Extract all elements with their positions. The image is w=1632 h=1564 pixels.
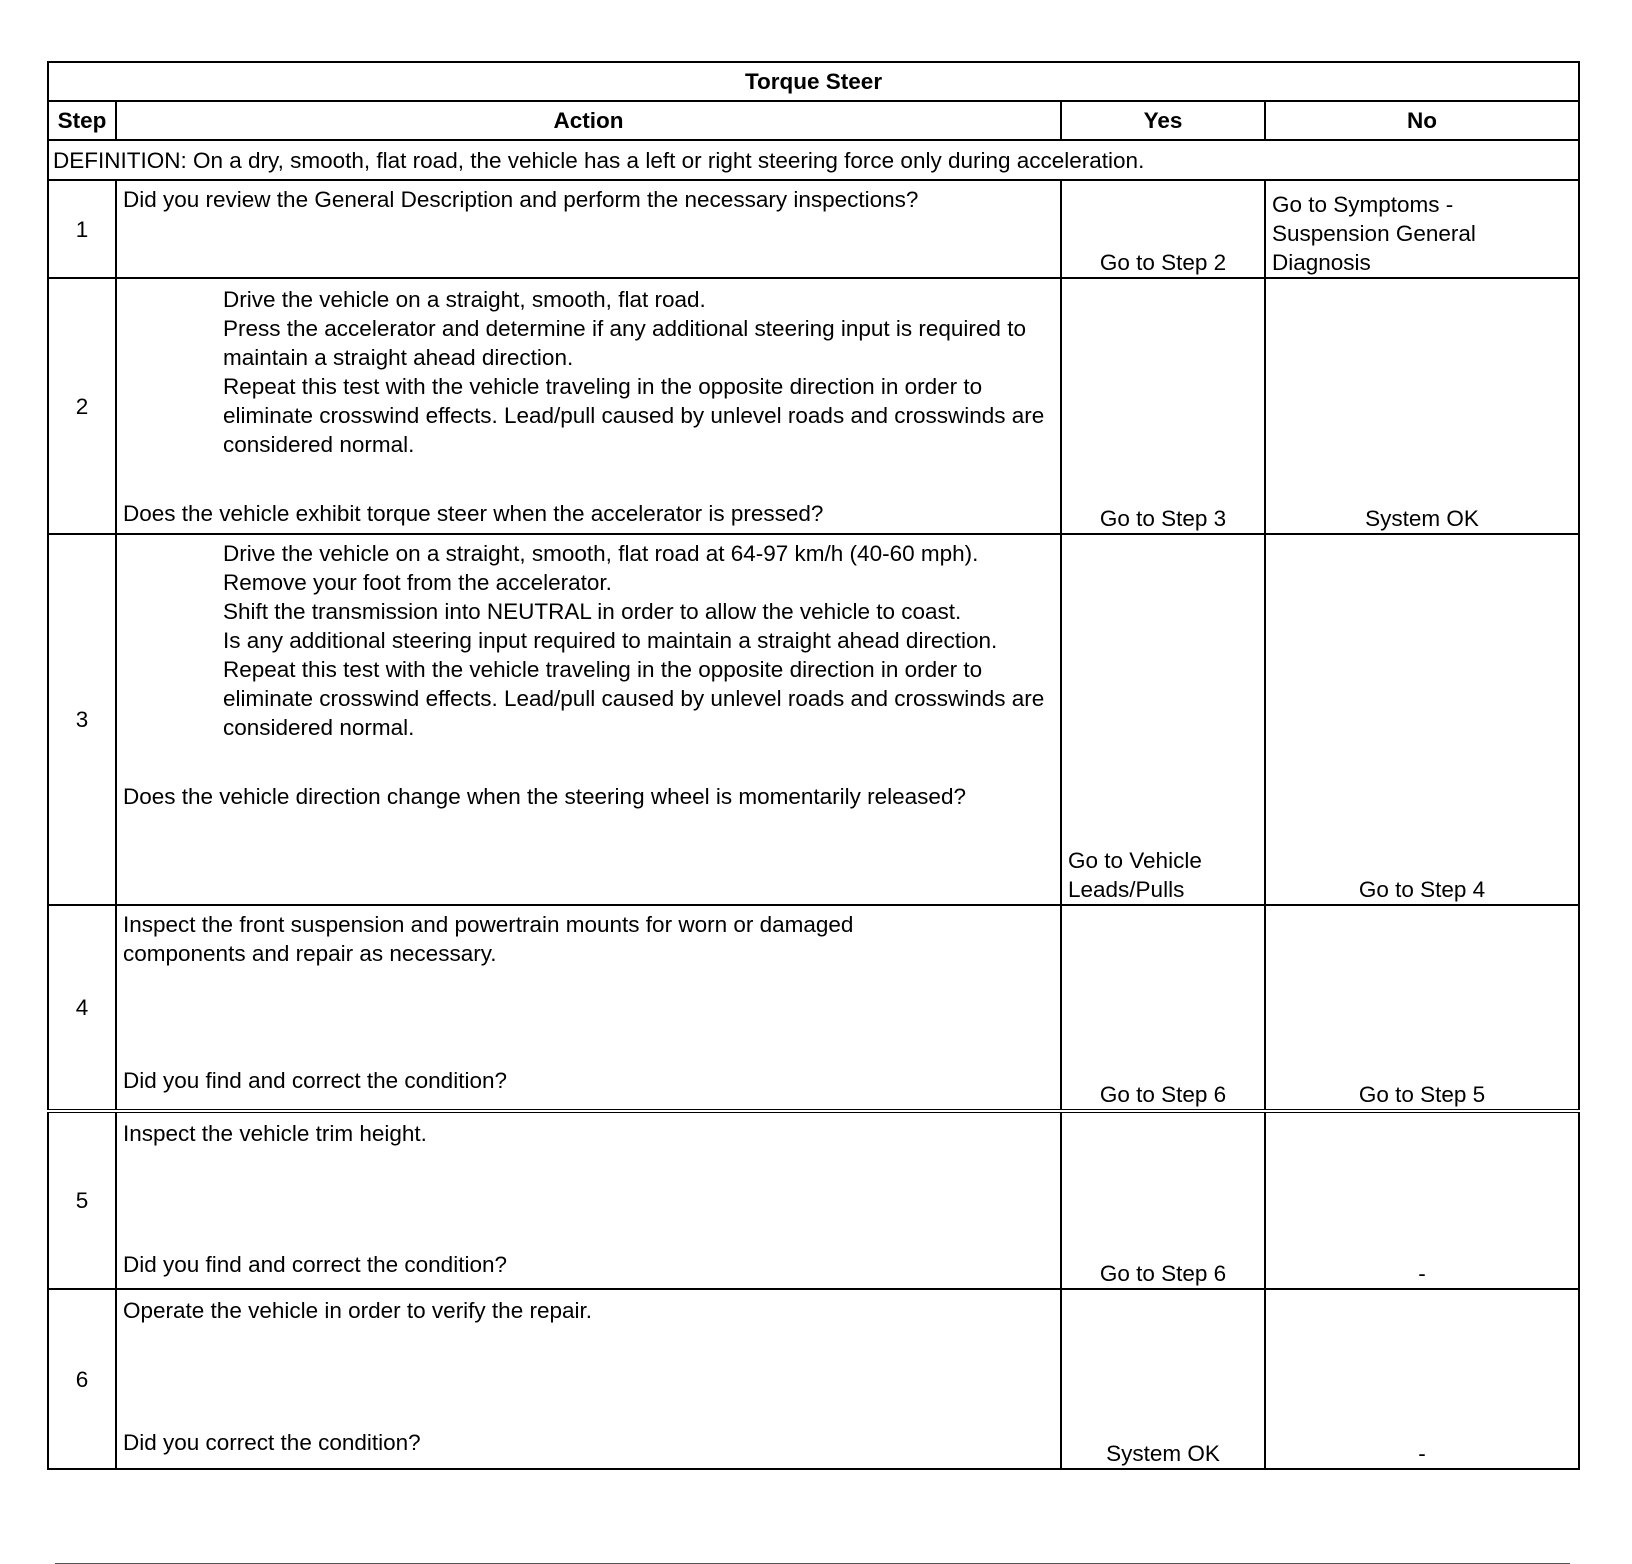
question-text: Did you correct the condition? <box>123 1430 421 1455</box>
header-action: Action <box>116 101 1061 140</box>
instruction-text: Inspect the front suspension and powertrain mounts for worn or damaged components and repair as necessary. <box>123 912 854 966</box>
table-row <box>48 180 1579 278</box>
yes-cell: System OK <box>1061 1289 1265 1469</box>
procedure-item: Repeat this test with the vehicle traveling in the opposite direction in order to eliminate crosswind effects. Lead/pull caused by unlevel roads and crosswinds are considered normal. <box>223 374 1045 457</box>
no-cell: Go to Step 5 <box>1265 905 1579 1111</box>
table-title: Torque Steer <box>48 62 1579 101</box>
procedure-item: Press the accelerator and determine if any additional steering input is required to maintain a straight ahead direction. <box>223 316 1026 370</box>
question-text: Did you find and correct the condition? <box>123 1252 507 1277</box>
instruction-text: Operate the vehicle in order to verify the repair. <box>123 1298 592 1323</box>
question-text: Does the vehicle direction change when the steering wheel is momentarily released? <box>123 784 966 809</box>
procedure-item: Repeat this test with the vehicle traveling in the opposite direction in order to eliminate crosswind effects. Lead/pull caused by unlevel roads and crosswinds are considered normal. <box>223 657 1045 740</box>
no-cell: - <box>1265 1289 1579 1469</box>
question-text: Did you review the General Description and perform the necessary inspections? <box>123 187 919 212</box>
table-row <box>48 278 1579 534</box>
action-cell <box>116 905 1061 1111</box>
yes-cell: Go to Step 3 <box>1061 278 1265 534</box>
question-text: Did you find and correct the condition? <box>123 1068 507 1093</box>
action-cell <box>116 278 1061 534</box>
table-row <box>48 534 1579 905</box>
header-no: No <box>1265 101 1579 140</box>
action-cell <box>116 1111 1061 1289</box>
no-cell: System OK <box>1265 278 1579 534</box>
step-number: 2 <box>48 278 116 534</box>
header-yes: Yes <box>1061 101 1265 140</box>
no-cell: Go to Step 4 <box>1265 534 1579 905</box>
procedure-item: Drive the vehicle on a straight, smooth, flat road at 64-97 km/h (40-60 mph). <box>223 541 979 566</box>
table-row <box>48 1111 1579 1289</box>
procedure-item: Is any additional steering input required to maintain a straight ahead direction. <box>223 628 998 653</box>
definition-text: DEFINITION: On a dry, smooth, flat road, the vehicle has a left or right steering force only during acceleration. <box>48 140 1579 180</box>
action-cell <box>116 534 1061 905</box>
header-step: Step <box>48 101 116 140</box>
action-cell <box>116 1289 1061 1469</box>
yes-cell: Go to Step 2 <box>1061 180 1265 278</box>
procedure-item: Shift the transmission into NEUTRAL in order to allow the vehicle to coast. <box>223 599 962 624</box>
no-cell: Go to Symptoms - Suspension General Diagnosis <box>1265 180 1579 278</box>
step-number: 3 <box>48 534 116 905</box>
table-row <box>48 905 1579 1111</box>
definition-row <box>48 140 1579 180</box>
procedure-item: Remove your foot from the accelerator. <box>223 570 612 595</box>
diagnostic-table <box>47 61 1580 1470</box>
procedure-list <box>123 285 1054 459</box>
procedure-item: Drive the vehicle on a straight, smooth, flat road. <box>223 287 706 312</box>
question-text: Does the vehicle exhibit torque steer when the accelerator is pressed? <box>123 501 824 526</box>
table-row <box>48 1289 1579 1469</box>
step-number: 5 <box>48 1111 116 1289</box>
action-cell <box>116 180 1061 278</box>
procedure-list <box>123 539 1054 742</box>
header-row <box>48 101 1579 140</box>
instruction-text: Inspect the vehicle trim height. <box>123 1121 427 1146</box>
step-number: 6 <box>48 1289 116 1469</box>
yes-cell: Go to Step 6 <box>1061 1111 1265 1289</box>
yes-cell: Go to Vehicle Leads/Pulls <box>1061 534 1265 905</box>
no-cell: - <box>1265 1111 1579 1289</box>
step-number: 4 <box>48 905 116 1111</box>
title-row <box>48 62 1579 101</box>
yes-cell: Go to Step 6 <box>1061 905 1265 1111</box>
step-number: 1 <box>48 180 116 278</box>
